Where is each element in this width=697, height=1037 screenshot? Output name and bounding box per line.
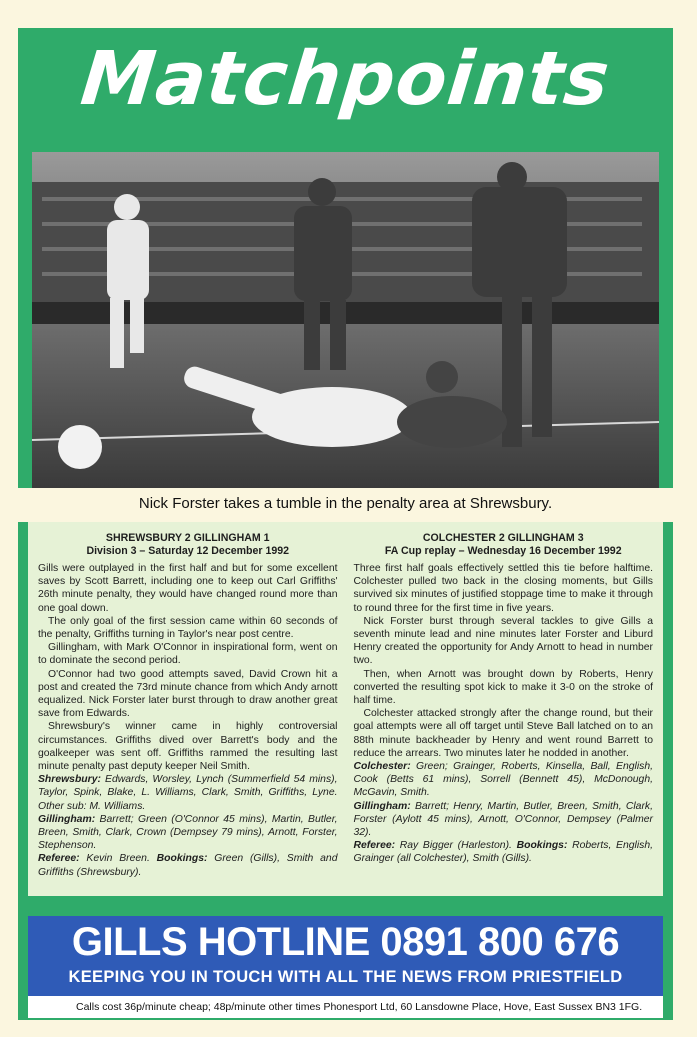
hotline-call-costs: Calls cost 36p/minute cheap; 48p/minute other times Phonesport Ltd, 60 Lansdowne Place, Hove, East Sussex BN3 1FG. — [28, 996, 663, 1018]
hotline-advert — [18, 902, 673, 1020]
report-paragraph: Colchester attacked strongly after the change round, but their goal attempts were all off target until Steve Ball latched on to an 88th minute backheader by Henry and went round Barrett to reduce the arrears. Two minutes later he nodded in another. — [353, 708, 653, 759]
report-paragraph: The only goal of the first session came within 60 seconds of the penalty, Griffiths turning in Taylor's near post centre. — [38, 615, 338, 641]
match-photo — [32, 152, 659, 488]
report-paragraph: Shrewsbury's winner came in highly controversial circumstances. Griffiths dived over Barrett's body and the goalkeeper was sent off. Griffiths rammed the resulting last minute penalty past deputy keeper Neil Smith. — [38, 721, 338, 773]
report-paragraph: Gills were outplayed in the first half and but for some excellent saves by Scott Barrett, including one to keep out Carl Griffiths' 26th minute penalty, they would have changed round more than one goal down. — [38, 563, 338, 614]
report-paragraph: Nick Forster burst through several tackles to give Gills a seventh minute lead and nine minutes later Forster and Liburd Henry created the opportunity for Andy Arnott to head in number two. — [353, 615, 653, 667]
team-lineup: Shrewsbury: Edwards, Worsley, Lynch (Summerfield 54 mins), Taylor, Spink, Blake, L. Williams, Clark, Smith, Griffiths, Lyne. Other sub: M. Williams. — [38, 774, 338, 812]
report-paragraph: O'Connor had two good attempts saved, David Crown hit a post and created the 73rd minute chance from which Andy arnott equalized. Nick Forster later burst through to draw another great save from Edwards. — [38, 668, 338, 720]
report-paragraph: Gillingham, with Mark O'Connor in inspirational form, went on to dominate the second period. — [38, 642, 338, 667]
match-photo-illustration — [32, 152, 659, 488]
hotline-subtitle: KEEPING YOU IN TOUCH WITH ALL THE NEWS FROM PRIESTFIELD — [68, 968, 623, 986]
team-lineup: Colchester: Green; Grainger, Roberts, Kinsella, Ball, English, Cook (Betts 61 mins), Sorrell (Bennett 45), McDonough, McGavin, Smith. — [353, 761, 653, 799]
report-colchester — [354, 532, 654, 888]
match-reports — [18, 522, 673, 902]
report-paragraph: Three first half goals effectively settled this tie before halftime. Colchester pulled two back in the closing moments, but Gills survived six minutes of justified stoppage time to make it through to round three for the first time in five years. — [353, 563, 653, 614]
photo-caption: Nick Forster takes a tumble in the penalty area at Shrewsbury. — [18, 490, 673, 518]
hotline-title: GILLS HOTLINE 0891 800 676 — [71, 920, 620, 964]
team-lineup: Gillingham: Barrett; Green (O'Connor 45 mins), Martin, Butler, Breen, Smith, Clark, Crown (Dempsey 79 mins), Arnott, Forster, Stephenson. — [38, 813, 338, 852]
report-shrewsbury — [38, 532, 338, 888]
referee-bookings: Referee: Ray Bigger (Harleston). Bookings: Roberts, English, Grainger (all Colchester), Smith (Gills). — [353, 840, 653, 865]
referee-bookings: Referee: Kevin Breen. Bookings: Green (Gills), Smith and Griffiths (Shrewsbury). — [38, 853, 338, 878]
photo-panel — [18, 140, 673, 522]
report-heading: SHREWSBURY 2 GILLINGHAM 1 Division 3 – Saturday 12 December 1992 — [86, 532, 290, 557]
page-title: Matchpoints — [77, 36, 614, 122]
team-lineup: Gillingham: Barrett; Henry, Martin, Butler, Breen, Smith, Clark, Forster (Aylott 45 mins), Arnott, O'Connor, Dempsey (Palmer 32). — [353, 800, 653, 839]
report-heading: COLCHESTER 2 GILLINGHAM 3 FA Cup replay – Wednesday 16 December 1992 — [384, 532, 622, 557]
matchpoints-banner — [18, 28, 673, 140]
report-paragraph: Then, when Arnott was brought down by Roberts, Henry converted the resulting spot kick to make it 3-0 on the stroke of half time. — [353, 668, 653, 707]
